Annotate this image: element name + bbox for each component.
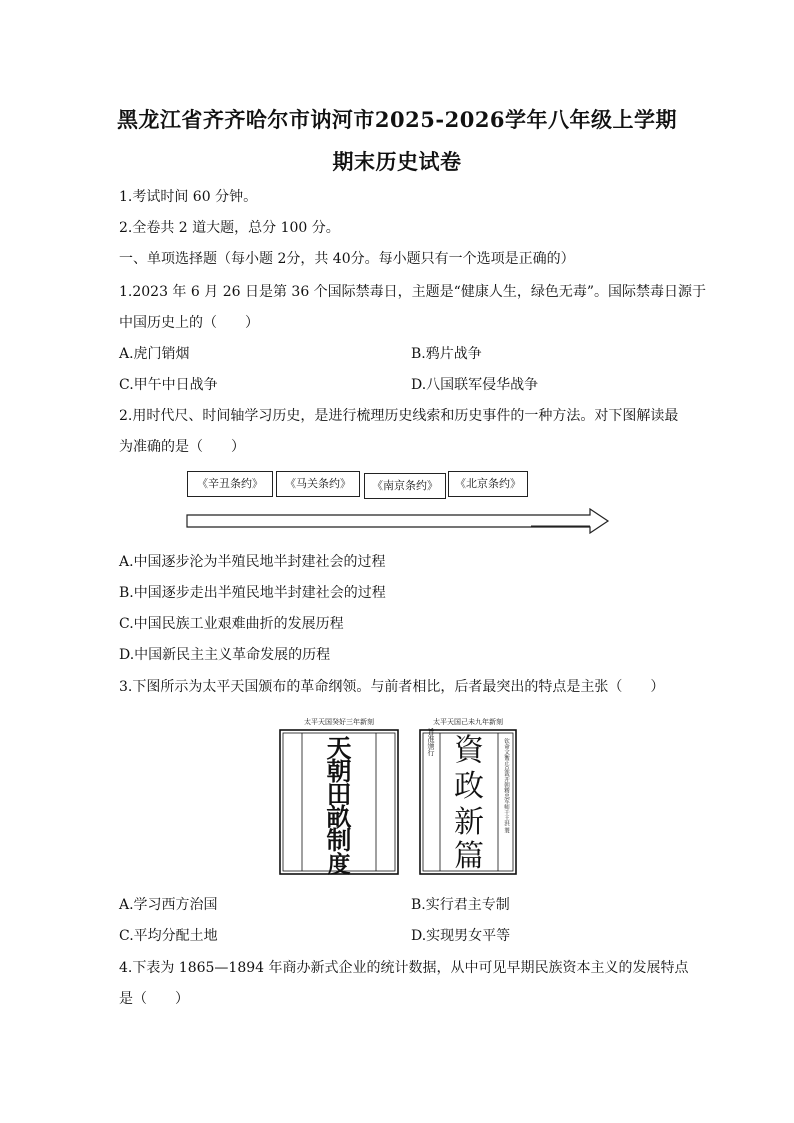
exam-note-time: 1.考试时间 60 分钟。 — [119, 189, 258, 205]
doc2-header: 太平天国己未九年新刻 — [433, 718, 503, 726]
q1-stem-line2: 中国历史上的（ ） — [119, 315, 259, 331]
q2-stem-line1: 2.用时代尺、时间轴学习历史，是进行梳理历史线索和历史事件的一种方法。对下图解读最 — [119, 408, 679, 424]
timeline-box-maguan: 《马关条约》 — [276, 471, 360, 497]
q1-stem-line1: 1.2023 年 6 月 26 日是第 36 个国际禁毒日，主题是“健康人生，绿色无毒”。国际禁毒日源于 — [119, 284, 706, 300]
doc1-header: 太平天国癸好三年新刻 — [304, 718, 374, 726]
doc1-char-5: 制 — [326, 826, 352, 855]
zizheng-xinpian-image — [418, 714, 518, 876]
q3-option-a[interactable]: A.学习西方治国 — [119, 897, 218, 913]
timeline-arrow — [186, 508, 610, 534]
q1-option-c[interactable]: C.甲午中日战争 — [119, 377, 218, 393]
doc2-char-4: 篇 — [454, 839, 484, 874]
timeline-box-beijing: 《北京条约》 — [448, 471, 528, 497]
q2-stem-line2: 为准确的是（ ） — [119, 439, 245, 455]
q4-stem-line2: 是（ ） — [119, 991, 189, 1007]
q3-stem: 3.下图所示为太平天国颁布的革命纲领。与前者相比，后者最突出的特点是主张（ ） — [119, 679, 665, 695]
exam-title-line1: 黑龙江省齐齐哈尔市讷河市2025-2026学年八年级上学期 — [116, 107, 678, 132]
doc1-char-3: 田 — [326, 780, 352, 809]
doc2-side-right: 钦命文衡正总裁开朝精忠军师干王洪 製 — [503, 738, 509, 834]
q2-option-d[interactable]: D.中国新民主主义革命发展的历程 — [119, 647, 331, 663]
q4-stem-line1: 4.下表为 1865—1894 年商办新式企业的统计数据，从中可见早期民族资本主义的发展特点 — [119, 960, 689, 976]
doc2-side-left: 旨准颁行 — [427, 728, 435, 756]
q1-option-d[interactable]: D.八国联军侵华战争 — [411, 377, 539, 393]
timeline-box-nanjing: 《南京条约》 — [364, 473, 446, 499]
section-heading: 一、单项选择题（每小题 2分，共 40分。每小题只有一个选项是正确的） — [119, 251, 575, 267]
q2-option-c[interactable]: C.中国民族工业艰难曲折的发展历程 — [119, 616, 344, 632]
q2-option-b[interactable]: B.中国逐步走出半殖民地半封建社会的过程 — [119, 585, 386, 601]
doc1-char-4: 畝 — [326, 803, 352, 832]
timeline-box-xinchou: 《辛丑条约》 — [187, 471, 273, 497]
q2-option-a[interactable]: A.中国逐步沦为半殖民地半封建社会的过程 — [119, 554, 386, 570]
doc2-char-3: 新 — [454, 805, 484, 840]
q1-option-a[interactable]: A.虎门销烟 — [119, 346, 190, 362]
doc1-char-1: 天 — [326, 734, 352, 763]
doc1-char-6: 度 — [327, 851, 351, 876]
doc1-char-2: 朝 — [326, 757, 352, 786]
doc2-char-2: 政 — [454, 769, 484, 804]
q3-option-c[interactable]: C.平均分配土地 — [119, 928, 218, 944]
q1-option-b[interactable]: B.鸦片战争 — [411, 346, 482, 362]
tianchao-tianmu-zhidu-image — [278, 714, 400, 876]
doc2-char-1: 資 — [454, 733, 484, 768]
exam-title-line2: 期末历史试卷 — [332, 149, 462, 174]
q3-option-d[interactable]: D.实现男女平等 — [411, 928, 511, 944]
q3-option-b[interactable]: B.实行君主专制 — [411, 897, 510, 913]
exam-note-score: 2.全卷共 2 道大题，总分 100 分。 — [119, 220, 340, 236]
